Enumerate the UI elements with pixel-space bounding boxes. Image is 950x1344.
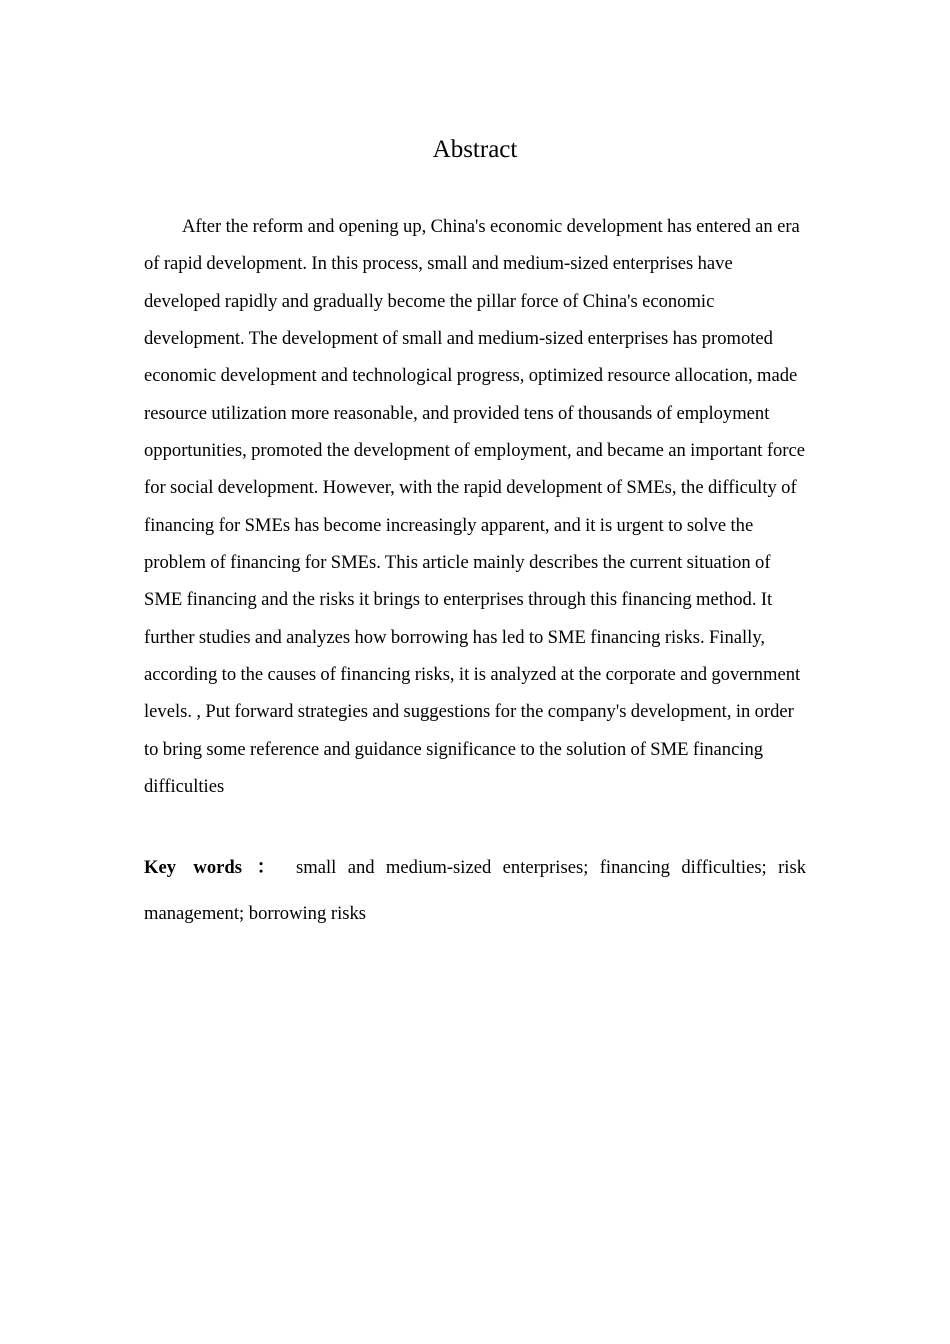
keywords-paragraph: [144, 845, 806, 937]
abstract-paragraph: After the reform and opening up, China's economic development has entered an era of rapid development. In this process, small and medium-sized enterprises have developed rapidly and gradually become the pillar force of China's economic development. The development of small and medium-sized enterprises has promoted economic development and technological progress, optimized resource allocation, made resource utilization more reasonable, and provided tens of thousands of employment opportunities, promoted the development of employment, and became an important force for social development. However, with the rapid development of SMEs, the difficulty of financing for SMEs has become increasingly apparent, and it is urgent to solve the problem of financing for SMEs. This article mainly describes the current situation of SME financing and the risks it brings to enterprises through this financing method. It further studies and analyzes how borrowing has led to SME financing risks. Finally, according to the causes of financing risks, it is analyzed at the corporate and government levels. , Put forward strategies and suggestions for the company's development, in order to bring some reference and guidance significance to the solution of SME financing difficulties: [144, 216, 806, 798]
keywords-label: Key words: [144, 857, 242, 878]
keywords-colon: ：: [249, 857, 283, 878]
page-title: Abstract: [432, 136, 518, 163]
keywords-list: small and medium-sized enterprises; financing difficulties; risk management; borrowing risks: [144, 857, 806, 924]
